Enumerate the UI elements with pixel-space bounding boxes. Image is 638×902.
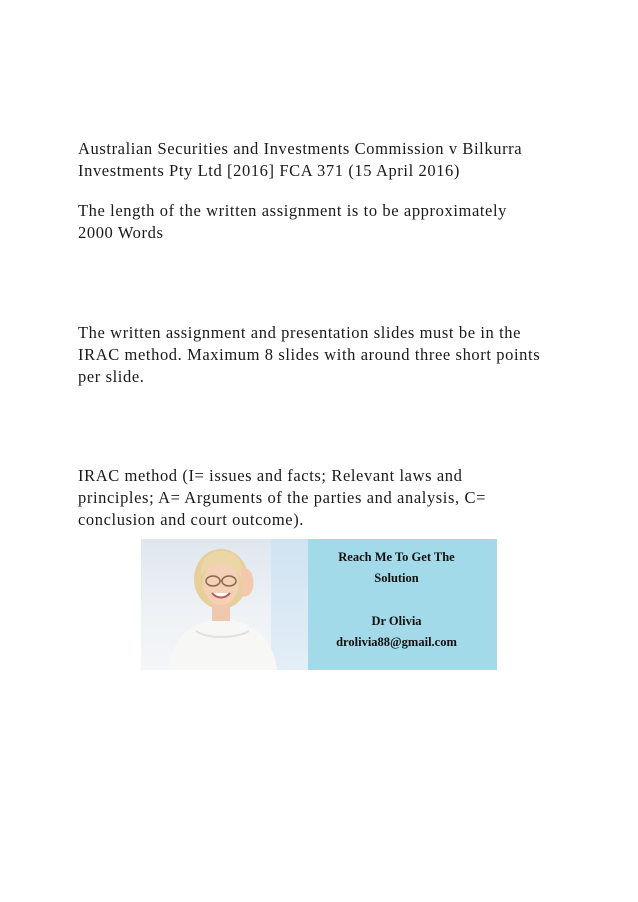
text-line: 2000 Words: [78, 223, 164, 242]
text-line: IRAC method. Maximum 8 slides with around three short points: [78, 345, 541, 364]
woman-portrait-image: [141, 539, 308, 670]
length-paragraph: [78, 200, 578, 244]
text-line: IRAC method (I= issues and facts; Relevant laws and: [78, 466, 463, 485]
text-line: per slide.: [78, 367, 145, 386]
text-line: Investments Pty Ltd [2016] FCA 371 (15 April 2016): [78, 161, 460, 180]
case-title-paragraph: [78, 138, 578, 182]
contact-info-panel: [308, 539, 497, 670]
tutor-photo: [141, 539, 308, 670]
contact-name: Dr Olivia: [371, 614, 422, 628]
text-line: Australian Securities and Investments Commission v Bilkurra: [78, 139, 523, 158]
headline-line-2: Solution: [374, 571, 419, 585]
headline-line-1: Reach Me To Get The: [338, 550, 455, 564]
format-paragraph: [78, 322, 578, 388]
contact-banner: [141, 539, 497, 670]
irac-paragraph: [78, 465, 578, 531]
text-line: The length of the written assignment is to be approximately: [78, 201, 508, 220]
text-line: The written assignment and presentation slides must be in the: [78, 323, 522, 342]
text-line: conclusion and court outcome).: [78, 510, 305, 529]
contact-email: drolivia88@gmail.com: [336, 635, 457, 649]
text-line: principles; A= Arguments of the parties and analysis, C=: [78, 488, 486, 507]
